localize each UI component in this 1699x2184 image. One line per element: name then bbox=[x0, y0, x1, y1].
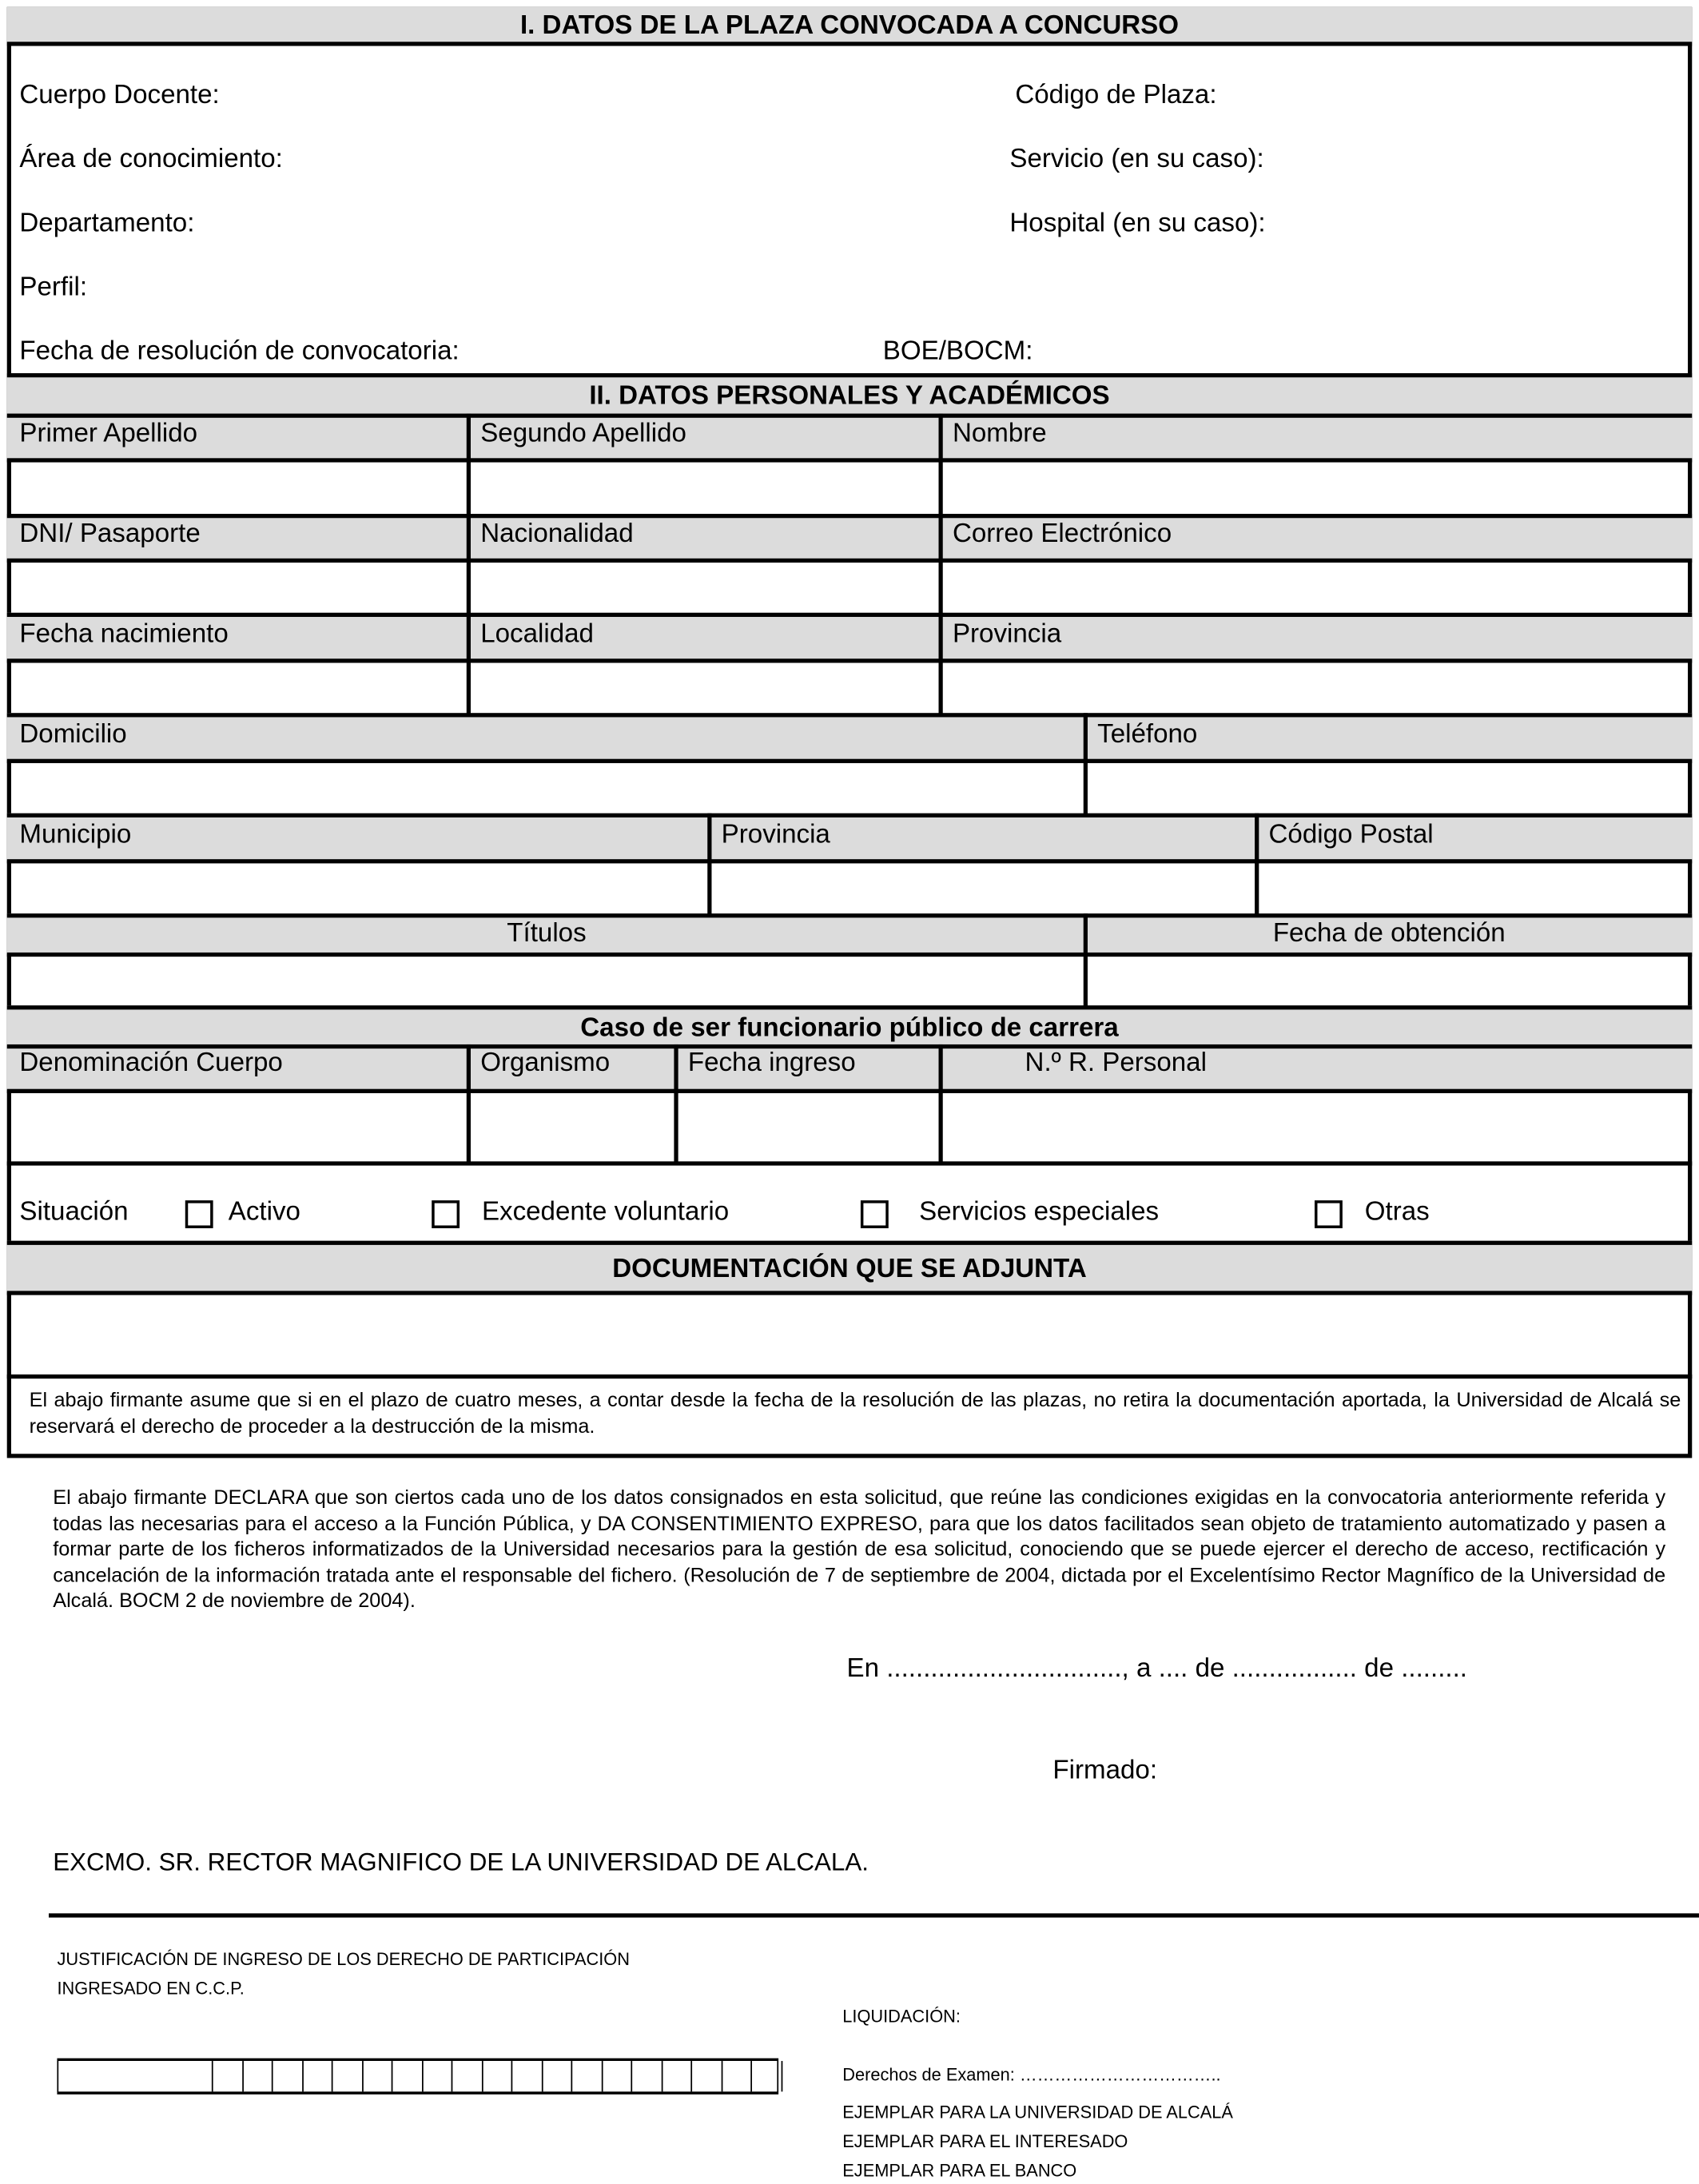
ccp-cell-divider bbox=[421, 2061, 423, 2091]
excedente-checkbox[interactable] bbox=[432, 1200, 460, 1228]
departamento-field[interactable]: Departamento: bbox=[19, 209, 195, 238]
label-row bbox=[7, 414, 1693, 460]
otras-label: Otras bbox=[1364, 1197, 1430, 1227]
ccp-account-boxes[interactable] bbox=[57, 2059, 778, 2094]
addressee: EXCMO. SR. RECTOR MAGNIFICO DE LA UNIVERSIDAD DE ALCALA. bbox=[53, 1848, 869, 1876]
nacionalidad-label: Nacionalidad bbox=[480, 519, 634, 549]
ccp-cell-divider bbox=[631, 2061, 632, 2091]
declaration-text: El abajo firmante DECLARA que son ciertos cada uno de los datos consignados en esta solicitud, que reúne las condiciones exigidas en la convocatoria anteriormente referida y todas las necesarias para el acceso a la Función Pública, y DA CONSENTIMIENTO EXPRESO, para que los datos facilitados sean objeto de tratamiento automatizado y pasen a formar parte de los ficheros informatizados de la Universidad necesarios para la gestión de esa solicitud, conociendo que se puede ejercer el derecho de acceso, rectificación y cancelación de la información tratada ante el responsable del fichero. (Resolución de 7 de septiembre de 2004, dictada por el Excelentísimo Rector Magnífico de la Universidad de Alcalá. BOCM 2 de noviembre de 2004). bbox=[53, 1487, 1666, 1613]
input-row[interactable] bbox=[7, 559, 1693, 615]
nombre-label: Nombre bbox=[952, 419, 1047, 449]
correo-label: Correo Electrónico bbox=[952, 519, 1172, 549]
input-row[interactable] bbox=[7, 859, 1693, 915]
firmado-label: Firmado: bbox=[1052, 1756, 1158, 1786]
primer-apellido-label: Primer Apellido bbox=[19, 419, 198, 449]
ccp-cell-divider bbox=[541, 2061, 543, 2091]
ccp-cell-divider bbox=[511, 2061, 513, 2091]
segundo-apellido-label: Segundo Apellido bbox=[480, 419, 686, 449]
ccp-cell-divider bbox=[212, 2061, 213, 2091]
excedente-label: Excedente voluntario bbox=[481, 1197, 730, 1227]
ccp-cell-divider bbox=[481, 2061, 483, 2091]
label-row bbox=[7, 613, 1693, 660]
localidad-label: Localidad bbox=[480, 619, 594, 650]
activo-label: Activo bbox=[228, 1197, 300, 1227]
cuerpo-docente-field[interactable]: Cuerpo Docente: bbox=[19, 81, 220, 110]
fecha-ingreso-label: Fecha ingreso bbox=[687, 1048, 856, 1078]
ccp-cell-divider bbox=[332, 2061, 333, 2091]
ccp-cell-divider bbox=[241, 2061, 243, 2091]
municipio-label: Municipio bbox=[19, 820, 132, 849]
provincia-2-label: Provincia bbox=[721, 820, 830, 849]
ccp-cell-divider bbox=[601, 2061, 603, 2091]
ccp-cell-divider bbox=[571, 2061, 572, 2091]
denominacion-cuerpo-label: Denominación Cuerpo bbox=[19, 1048, 283, 1078]
perfil-field[interactable]: Perfil: bbox=[19, 273, 88, 303]
ccp-cell-divider bbox=[661, 2061, 662, 2091]
input-row[interactable] bbox=[7, 458, 1693, 515]
ccp-cell-divider bbox=[690, 2061, 692, 2091]
ccp-cell-divider bbox=[361, 2061, 363, 2091]
fecha-resolucion-field[interactable]: Fecha de resolución de convocatoria: bbox=[19, 336, 460, 367]
telefono-label: Teléfono bbox=[1097, 719, 1198, 750]
label-row bbox=[7, 713, 1693, 760]
section-1-header: I. DATOS DE LA PLAZA CONVOCADA A CONCURSO bbox=[7, 7, 1693, 46]
ccp-cell-divider bbox=[392, 2061, 393, 2091]
provincia-label: Provincia bbox=[952, 619, 1062, 650]
divider bbox=[49, 1913, 1699, 1917]
codigo-plaza-field[interactable]: Código de Plaza: bbox=[1015, 81, 1217, 110]
justificacion-label: JUSTIFICACIÓN DE INGRESO DE LOS DERECHO DE PARTICIPACIÓN bbox=[57, 1949, 630, 1970]
situacion-label: Situación bbox=[19, 1197, 129, 1227]
ccp-cell-divider bbox=[721, 2061, 722, 2091]
input-row[interactable] bbox=[7, 1089, 1693, 1163]
ccp-cell-divider bbox=[272, 2061, 273, 2091]
ccp-cell-divider bbox=[452, 2061, 453, 2091]
dni-label: DNI/ Pasaporte bbox=[19, 519, 201, 549]
copy-university: EJEMPLAR PARA LA UNIVERSIDAD DE ALCALÁ bbox=[842, 2102, 1233, 2122]
documentacion-header: DOCUMENTACIÓN QUE SE ADJUNTA bbox=[7, 1241, 1693, 1292]
ccp-cell-divider bbox=[781, 2061, 782, 2091]
input-row[interactable] bbox=[7, 658, 1693, 714]
organismo-label: Organismo bbox=[480, 1048, 611, 1078]
ingresado-label: INGRESADO EN C.C.P. bbox=[57, 1979, 245, 1999]
domicilio-label: Domicilio bbox=[19, 719, 127, 750]
titulos-label: Títulos bbox=[507, 919, 587, 949]
codigo-postal-label: Código Postal bbox=[1268, 820, 1434, 849]
input-row[interactable] bbox=[7, 953, 1693, 1007]
derechos-examen-line: Derechos de Examen: …………………………….. bbox=[842, 2065, 1221, 2085]
boe-bocm-field[interactable]: BOE/BOCM: bbox=[882, 336, 1033, 367]
documentacion-input[interactable] bbox=[7, 1291, 1693, 1375]
notice-text: El abajo firmante asume que si en el plazo de cuatro meses, a contar desde la fecha de la resolución de las plazas, no retira la documentación aportada, la Universidad de Alcalá se reservará el derecho de proceder a la destrucción de la misma. bbox=[29, 1390, 1681, 1438]
otras-checkbox[interactable] bbox=[1315, 1200, 1343, 1228]
ccp-cell-divider bbox=[750, 2061, 752, 2091]
activo-checkbox[interactable] bbox=[185, 1200, 213, 1228]
servicio-field[interactable]: Servicio (en su caso): bbox=[1009, 145, 1264, 174]
label-row bbox=[7, 814, 1693, 861]
servicios-especiales-checkbox[interactable] bbox=[861, 1200, 889, 1228]
place-date-line[interactable]: En ................................, a .... de ................. de ......... bbox=[846, 1654, 1467, 1684]
input-row[interactable] bbox=[7, 759, 1693, 815]
fecha-obtencion-label: Fecha de obtención bbox=[1272, 919, 1506, 949]
liquidacion-label: LIQUIDACIÓN: bbox=[842, 2007, 961, 2027]
area-field[interactable]: Área de conocimiento: bbox=[19, 145, 283, 174]
servicios-especiales-label: Servicios especiales bbox=[919, 1197, 1160, 1227]
nrp-label: N.º R. Personal bbox=[1025, 1048, 1207, 1078]
copy-bank: EJEMPLAR PARA EL BANCO bbox=[842, 2161, 1077, 2181]
funcionario-header: Caso de ser funcionario público de carrera bbox=[7, 1005, 1693, 1046]
label-row bbox=[7, 514, 1693, 560]
ccp-cell-divider bbox=[301, 2061, 303, 2091]
section-2-header: II. DATOS PERSONALES Y ACADÉMICOS bbox=[7, 373, 1693, 415]
hospital-field[interactable]: Hospital (en su caso): bbox=[1009, 209, 1266, 238]
copy-interested: EJEMPLAR PARA EL INTERESADO bbox=[842, 2131, 1128, 2152]
fecha-nacimiento-label: Fecha nacimiento bbox=[19, 619, 229, 650]
